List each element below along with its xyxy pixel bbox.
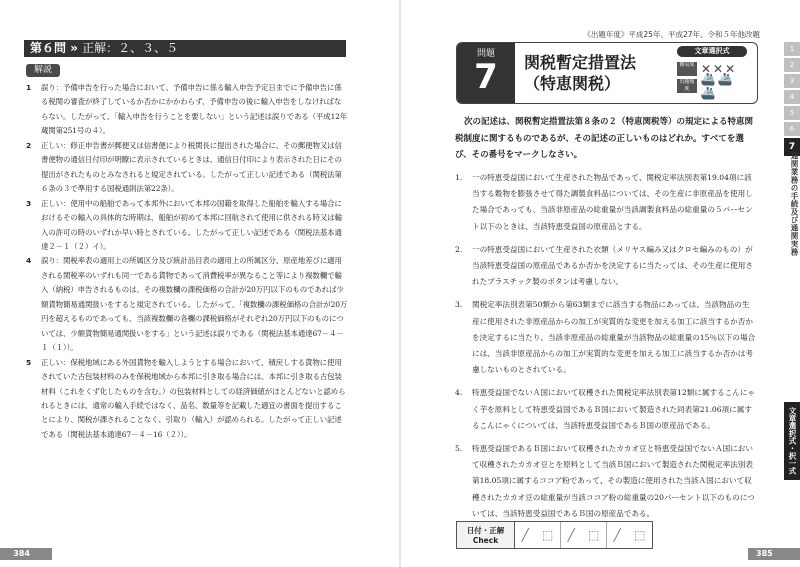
choice-text: 関税定率法別表第50類から第63類までに該当する物品にあっては、当該物品の生産に使用された非原産品からの加工が実質的な変更を加える加工に該当するか否かを決定するに当たり、当該非原産品の総重量が当該物品の総重量の15％以下の場合には、当該非原産品からの加工が実質的な変更を加える加工に該当するか否かは考慮しないものとされている。	[472, 300, 756, 375]
check-cell[interactable]	[607, 522, 652, 548]
explanation-item	[26, 81, 348, 139]
section-vertical-tab[interactable]: 文章選択式・択一式	[784, 402, 800, 480]
page-number-text: 384	[13, 549, 30, 558]
choice-text: 特恵受益国であるＢ国において収穫されたカカオ豆と特恵受益国でないＡ国において収穫されたカカオ豆とを原料として当該Ｂ国において製造された関税定率法別表第18.05項に属するココア粉であって、その製造に使用された当該Ａ国において収穫されたカカオ豆の総重量が当該ココア粉の総重量の20パーセント以下のものについては、当該特恵受益国であるＢ国の原産品である。	[472, 444, 755, 518]
check-cell[interactable]	[561, 522, 607, 548]
slash-icon: ╱	[613, 528, 621, 542]
answer-text: 正解：２、３、５	[82, 41, 179, 55]
choice-item	[455, 385, 757, 434]
slash-icon: ╱	[567, 528, 575, 542]
explanation-item	[26, 197, 348, 255]
empty-box-icon: ⬚	[634, 528, 646, 542]
item-text: 誤り：関税率表の適用上の所属区分及び統計品目表の適用上の所属区分、原産地差びに適用される関税率のいずれも同一である貨物であって消費税率が異なること等により複数欄で輸入（納税）申告されるものは、その複数欄の課税価格の合計が20万円以下のものであれば少額貨物簡易通関扱いをすると規定されている。したがって、「複数欄の課税価格の合計が20万円を超えるものであっても、当該複数欄の各欄の課税価格がそれぞれ20万円以下のものについては、少額貨物簡易通関扱いをする」という記述は誤りである（関税法基本通達67－４－１（１））。	[41, 256, 348, 353]
frequency-row	[677, 72, 751, 100]
choice-text: 特恵受益国でないＡ国において収穫された関税定率法別表第12類に属するこんにゃく芋を原料として特恵受益国であるＢ国において製造された同表第21.06項に属するこんにゃくについては、当該特恵受益国であるＢ国の原産品である。	[472, 388, 755, 430]
chapter-tab-active[interactable]: 7	[784, 138, 800, 156]
explanation-item	[26, 254, 348, 355]
slash-icon: ╱	[521, 528, 529, 542]
format-badge: 文章選択式	[677, 46, 747, 57]
chapter-tab[interactable]: 3	[784, 74, 800, 88]
choice-number: 2.	[455, 244, 463, 254]
check-label	[457, 522, 515, 548]
right-page	[401, 0, 800, 567]
chapter-tab[interactable]: 5	[784, 106, 800, 120]
chapter-vertical-label: 通関業務の手続及び通関実務	[790, 152, 799, 256]
item-text: 誤り：予備申告を行った場合において、予備申告に係る輸入申告予定日までに予備申告に係る税関の審査が終了しているか否かにかかわらず、予備申告の後に輸入申告をしなければならない。したがって、「輸入申告を行うことを要しない」という記述は誤りである（平成12年蔵関第251号の４）。	[41, 83, 348, 136]
question-label: 第６問	[30, 41, 67, 55]
explanation-item	[26, 139, 348, 197]
difficulty-label: 難易度	[677, 62, 697, 76]
item-text: 正しい：修正申告書が郵便又は信書便により税関長に提出された場合に、その郵便物又は信書便物の通信日付印が明瞭に表示されているときは、通信日付印により表示された日にその提出がされたものとみなされると規定されている。したがって正しい記述である（関税法第６条の３で準用する国税通則法第22条）。	[41, 140, 342, 194]
check-cell[interactable]	[515, 522, 561, 548]
item-text: 正しい：使用中の船舶であって本邦外において本邦の国籍を取得した船舶を輸入する場合におけるその輸入の具体的な時期は、船舶が初めて本邦に回航されて使用に供される時又は輸入の許可の時のいずれか早い時とされている。したがって正しい記述である（関税法基本通達２－１（２）イ）。	[41, 198, 342, 251]
chapter-tab[interactable]: 1	[784, 42, 800, 56]
frequency-label: 出題頻度	[677, 79, 697, 93]
check-label-date: 日付・正解	[466, 526, 505, 535]
choice-item	[455, 441, 757, 522]
kaisetsu-badge: 解説	[26, 64, 60, 77]
choice-item	[455, 242, 757, 291]
question-intro: 次の記述は、関税暫定措置法第８条の２（特恵関税等）の規定による特恵関税制度に関するものであるが、その記述の正しいものはどれか。すべてを選び、その番号をマークしなさい。	[455, 117, 754, 161]
item-text: 正しい：保税地域にある外国貨物を輸入しようとする場合において、積戻しする貨物に使用されていた古包装材料のみを保税地域から本邦に引き取る場合には、本邦に引き取る古包装材料（これをくず化したものを含む。）の包装材料としての経済価値がほとんどないと認められるときには、通常の輸入手続ではなく、品名、数量等を記載した適宜の書面を提出することにより、関税が課されることなく、引取り（輸入）が認められる。したがって正しい記述である（関税法基本通達67－４－16（２））。	[41, 357, 346, 439]
chapter-tab[interactable]: 4	[784, 90, 800, 104]
chapter-tab[interactable]: 6	[784, 122, 800, 136]
item-number: 1	[26, 83, 32, 92]
page-number-right: 385	[748, 548, 800, 560]
choice-list	[455, 170, 757, 529]
choice-text: 一の特恵受益国において生産された物品であって、関税定率法別表第19.04項に該当する穀物を膨張させて得た調製食料品については、その生産に非原産品を使用した場合であっても、当該非原産品の総重量が当該調製食料品の総重量の５パーセント以下のときは、当該特恵受益国の原産品とする。	[472, 173, 753, 231]
choice-number: 1.	[455, 173, 463, 182]
choice-item	[455, 297, 757, 378]
question-number: 7	[474, 57, 498, 97]
chapter-tabs	[784, 42, 800, 158]
choice-number: 3.	[455, 300, 463, 310]
empty-box-icon: ⬚	[542, 528, 554, 542]
choice-number: 5.	[455, 444, 463, 454]
explanation-list	[26, 81, 348, 442]
question-label: 問題	[476, 49, 495, 59]
page-number-left	[0, 548, 52, 560]
answer-separator: »	[70, 41, 78, 55]
difficulty-x-icon: ✕✕✕	[701, 62, 738, 76]
item-number: 3	[26, 198, 32, 208]
question-number-box	[457, 43, 515, 103]
ship-icon: 🚢🚢🚢	[700, 72, 735, 100]
item-number: 5	[26, 357, 32, 367]
check-label-check: Check	[472, 536, 499, 545]
running-header: 《出題年度》平成25年、平成27年、令和５年他改題	[583, 30, 760, 39]
title-line-2: （特恵関税）	[524, 74, 621, 93]
title-line-1: 関税暫定措置法	[524, 53, 637, 72]
chapter-tab[interactable]: 2	[784, 58, 800, 72]
choice-item	[455, 170, 757, 235]
question-title	[524, 52, 636, 94]
choice-number: 4.	[455, 388, 463, 398]
item-number: 4	[26, 256, 32, 266]
difficulty-marks	[677, 62, 751, 100]
explanation-item	[26, 356, 348, 443]
answer-header	[24, 40, 346, 57]
check-table	[456, 521, 653, 549]
empty-box-icon: ⬚	[588, 528, 600, 542]
item-number: 2	[26, 140, 32, 150]
choice-text: 一の特恵受益国において生産された衣類（メリヤス編み又はクロセ編みのもの）が当該特恵受益国の原産品であるか否かを決定するに当たっては、その生産に使用されたプラスチック製のボタンは考慮しない。	[472, 244, 753, 287]
